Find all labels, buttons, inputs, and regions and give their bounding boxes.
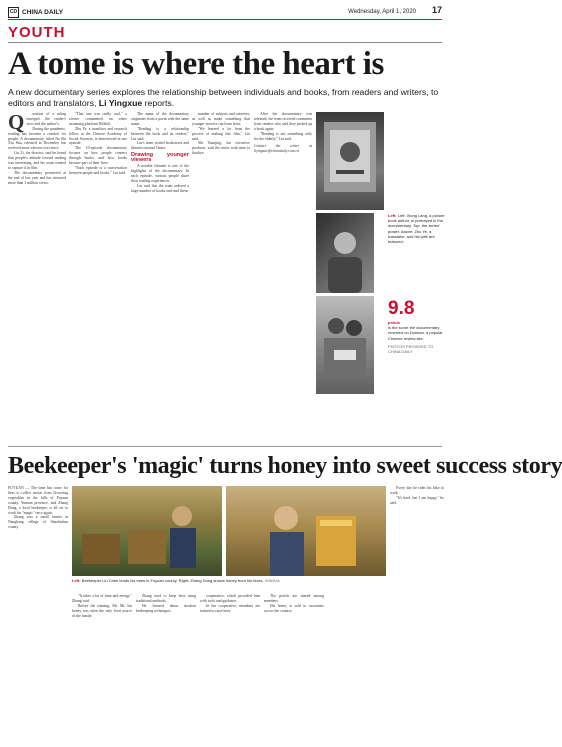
story1-column-3	[131, 112, 189, 432]
story2-column-5	[264, 594, 324, 742]
paragraph: A notable element is one of the highlights of the documentary. In each episode, various people share their reading experiences.	[131, 164, 189, 183]
story2-photo-caption	[72, 578, 386, 583]
paragraph: The documentary premiered at the end of last year and has attracted more than 1 million views.	[8, 170, 66, 185]
story1-headline: A tome is where the heart is	[8, 46, 384, 82]
newspaper-logo	[8, 7, 63, 18]
logo-mark-icon: CD	[8, 7, 19, 18]
story2-headline: Beekeeper's 'magic' turns honey into sweet success story	[8, 453, 562, 479]
masthead	[8, 4, 442, 20]
paragraph: Liu's team visited bookstores and libraries around China.	[131, 141, 189, 151]
story-divider	[8, 446, 442, 447]
story1-column-4	[192, 112, 250, 432]
paragraph: Every day he rides his bike to work.	[390, 486, 444, 495]
reading-illustration	[316, 296, 374, 394]
paragraph: uestion of a ruling emerged: the reader's view and the author's.	[26, 112, 66, 126]
masthead-rule	[8, 19, 442, 20]
beekeeper-photo-right	[226, 486, 386, 576]
paragraph: He learned about modern beekeeping techniques.	[136, 603, 196, 613]
subhead: Drawing younger viewers	[131, 152, 189, 164]
section-rule	[8, 42, 442, 43]
paragraph: In the cooperative, members are trained to raise bees.	[200, 603, 260, 613]
paragraph: Liu Zi, the director, said he found that people's attitude toward reading was interesting, and his team wanted to capture it in film.	[8, 151, 66, 170]
story2-column-2	[72, 594, 132, 742]
paragraph: Zhang was a small farmer in Nangbang village of Shaobishan county.	[8, 515, 68, 530]
stat-number: 9.8	[388, 298, 415, 319]
paragraph: "It's hard, but I am happy," he said.	[390, 495, 444, 505]
paragraph: "That one was really cool," a viewer commented on video streaming platform Bilibili.	[69, 112, 127, 126]
section-title: YOUTH	[8, 24, 66, 41]
byline-name: Li Yingxue	[98, 98, 143, 108]
paragraph: Liu said that the team ordered a large number of books and read them.	[131, 183, 189, 193]
poster-illustration	[316, 112, 384, 210]
deck-text: A new documentary series explores the relationship between individuals and books, from readers and writers, to editors and translators,	[8, 87, 439, 108]
paragraph: FUYUAN — The time has come for bees to collect nectar from flowering vegetables in the hills of Fuyuan county, Yunnan province, and Zhang Dong, a local beekeeper, is all set to work his "magic" once again.	[8, 486, 68, 515]
drop-cap: Q	[8, 110, 25, 134]
story1-photo-caption	[388, 213, 446, 244]
caption-text: Beekeeper Liu Chen tends his bees in Fuyuan county. Right: Zhang Dong shows honey from his hives.	[81, 578, 264, 583]
photo-credit: XINHUA	[264, 578, 280, 583]
paragraph: number of subjects and interests, as well as make something that younger viewers can learn from.	[192, 112, 250, 126]
paragraph: "Reading is a relationship between the book and its readers," Liu said.	[131, 126, 189, 141]
paragraph: Shi Yuanjing, the executive producer, said the series took time to finalize.	[192, 141, 250, 156]
photo-credit: PHOTOS PROVIDED TO CHINA DAILY	[388, 343, 434, 354]
paragraph: "It takes a lot of time and energy," Zhang said.	[72, 594, 132, 603]
story2-column-6	[390, 486, 444, 742]
stat-unit: points	[388, 320, 400, 325]
paragraph: Before the training, Mr. Mr. his honey was often the only food source of the family.	[72, 603, 132, 618]
poster-photo	[316, 112, 384, 210]
caption-text: Left: Xiong Lang, a picture book author, is portrayed in the documentary. Top: the series' poster. Above: Zhu Ye, a translator, and his wife are featured.	[388, 213, 445, 245]
writer-contact: Contact the writer at liyingxue@chinadaily.com.cn	[254, 144, 312, 154]
reading-photo	[316, 296, 374, 394]
caption-label: Left:	[388, 213, 397, 218]
paragraph: After the documentary was released, the team received comments from readers who said they picked up a book again.	[254, 112, 312, 131]
beekeeper-photo-left	[72, 486, 222, 576]
honey-illustration	[226, 486, 386, 576]
paragraph: The name of the documentary originates from a poem with the same name.	[131, 112, 189, 126]
story2-column-3	[136, 594, 196, 742]
paragraph: "Each episode is a conversation between people and books," Liu said.	[69, 165, 127, 175]
paragraph: Zhang used to keep bees using traditional methods.	[136, 594, 196, 603]
stat-box	[388, 298, 446, 354]
story1-column-1	[8, 112, 66, 432]
paragraph: During the pandemic, reading has become a comfort for people. A documentary, titled Jiu Shi Xin Shu, released in December has received more viewers ever since.	[8, 126, 66, 151]
story1-deck	[8, 87, 444, 109]
story2-column-1	[8, 486, 68, 742]
portrait-illustration	[316, 213, 374, 293]
byline-suffix: reports.	[142, 98, 175, 108]
story1-column-2	[69, 112, 127, 432]
logo-text: CHINA DAILY	[22, 9, 64, 17]
paragraph: "Reading is not something only for the elderly," Liu said.	[254, 131, 312, 141]
paragraph: The 10-episode documentary focuses on how people connect through books, and how books become part of their lives.	[69, 146, 127, 166]
paragraph: The profits are shared among members.	[264, 594, 324, 603]
caption-label: Left:	[72, 578, 81, 583]
portrait-photo	[316, 213, 374, 293]
story1-column-5	[254, 112, 312, 432]
paragraph: His honey is sold to customers across the country.	[264, 603, 324, 613]
story2-column-4	[200, 594, 260, 742]
paragraph: Zhu Ye, a translator and research fellow at the Chinese Academy of Social Sciences, is interviewed in one episode.	[69, 126, 127, 146]
paragraph: "We learned a lot from the process of making this film," Liu said.	[192, 126, 250, 141]
stat-text: is the score the documentary received on Douban, a popular Chinese review site.	[388, 325, 443, 341]
beehive-illustration	[72, 486, 222, 576]
issue-date: Wednesday, April 1, 2020	[348, 9, 416, 15]
page-number: 17	[431, 5, 442, 15]
paragraph: cooperative, which provided him with tools and guidance.	[200, 594, 260, 603]
